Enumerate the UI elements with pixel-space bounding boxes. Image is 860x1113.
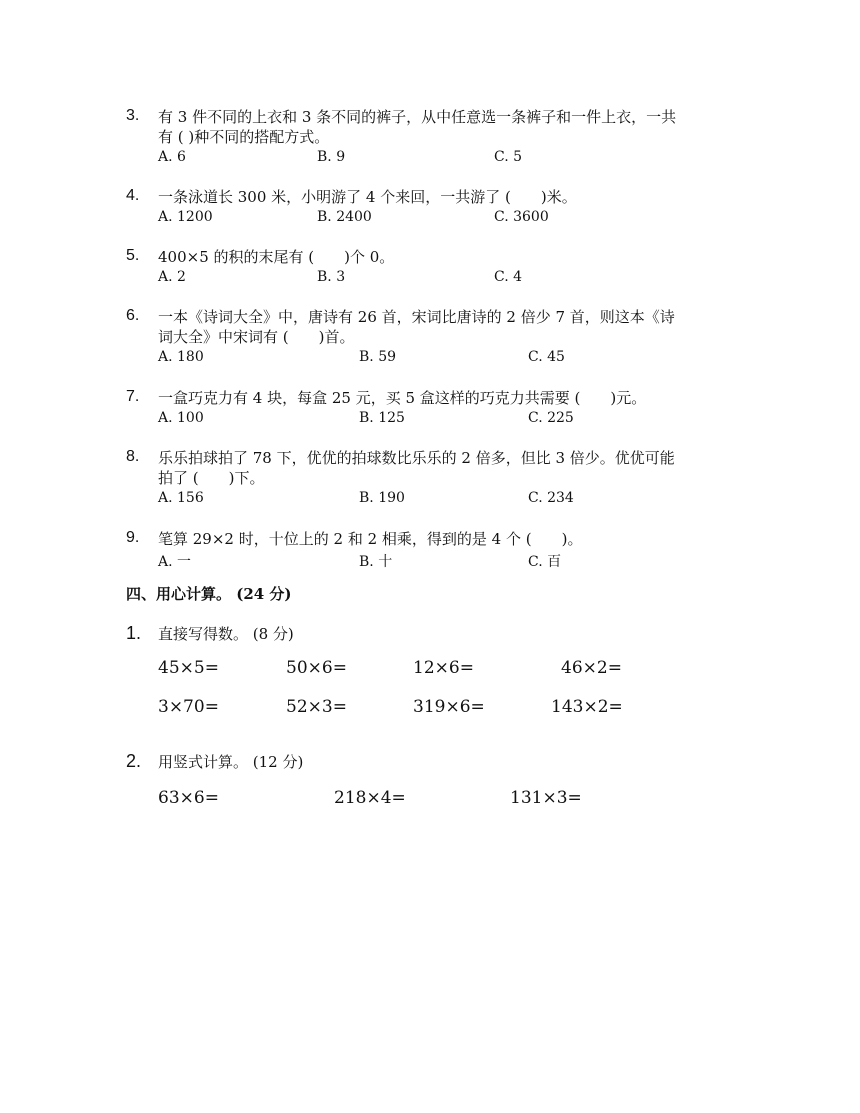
option-b: B. 59: [359, 349, 397, 365]
option-a: A. 100: [158, 410, 204, 426]
section-heading: 四、用心计算。 (24 分): [126, 585, 292, 603]
question-4: [126, 187, 746, 227]
calc-row-1: [158, 658, 758, 682]
option-b: B. 2400: [317, 209, 372, 225]
calc-item: 319×6=: [413, 697, 485, 717]
calc-item: 45×5=: [158, 658, 219, 678]
option-a: A. 180: [158, 349, 204, 365]
options-row: [158, 488, 746, 508]
options-row: [158, 549, 746, 569]
question-number: 8.: [126, 448, 140, 465]
question-text-line: 一本《诗词大全》中，唐诗有 26 首，宋词比唐诗的 2 倍少 7 首，则这本《诗: [158, 308, 675, 326]
option-c: C. 45: [528, 349, 565, 365]
option-a: A. 156: [158, 490, 204, 506]
question-9: [126, 529, 746, 569]
question-text-line: 有 3 件不同的上衣和 3 条不同的裤子，从中任意选一条裤子和一件上衣，一共: [158, 108, 677, 126]
question-6: [126, 307, 746, 367]
option-c: C. 4: [494, 269, 523, 285]
options-row: [158, 147, 746, 167]
part-number: 1.: [126, 623, 142, 643]
part-label: 用竖式计算。 (12 分): [158, 753, 304, 771]
option-c: C. 234: [528, 490, 574, 506]
vertical-calc-item: 63×6=: [158, 788, 219, 808]
option-a: A. 2: [158, 269, 186, 285]
options-row: [158, 207, 746, 227]
option-a: A. 6: [158, 149, 186, 165]
question-number: 9.: [126, 529, 140, 546]
part-number: 2.: [126, 751, 142, 771]
question-text-line: 词大全》中宋词有 ( )首。: [158, 328, 355, 346]
question-number: 6.: [126, 307, 140, 324]
option-b: B. 十: [359, 554, 393, 570]
option-c: C. 225: [528, 410, 574, 426]
question-3: [126, 107, 746, 167]
vertical-calc-item: 131×3=: [510, 788, 582, 808]
question-number: 3.: [126, 107, 140, 124]
option-a: A. 1200: [158, 209, 213, 225]
calc-item: 12×6=: [413, 658, 474, 678]
vertical-calc-item: 218×4=: [334, 788, 406, 808]
options-row: [158, 347, 746, 367]
calc-item: 50×6=: [286, 658, 347, 678]
options-row: [158, 267, 746, 287]
option-b: B. 190: [359, 490, 405, 506]
question-5: [126, 247, 746, 287]
question-text-line: 笔算 29×2 时，十位上的 2 和 2 相乘，得到的是 4 个 ( )。: [158, 530, 583, 548]
calc-item: 3×70=: [158, 697, 219, 717]
question-text-line: 乐乐拍球拍了 78 下，优优的拍球数比乐乐的 2 倍多，但比 3 倍少。优优可能: [158, 449, 675, 467]
calc-part-1-heading: [126, 624, 746, 644]
calc-part-2-heading: [126, 752, 746, 772]
question-text-line: 拍了 ( )下。: [158, 469, 265, 487]
question-number: 4.: [126, 187, 140, 204]
option-c: C. 百: [528, 554, 562, 570]
question-7: [126, 388, 746, 428]
options-row: [158, 408, 746, 428]
calc-item: 143×2=: [551, 697, 623, 717]
part-label: 直接写得数。 (8 分): [158, 625, 294, 643]
option-c: C. 5: [494, 149, 523, 165]
option-b: B. 3: [317, 269, 346, 285]
question-number: 7.: [126, 388, 140, 405]
calc-item: 52×3=: [286, 697, 347, 717]
question-number: 5.: [126, 247, 140, 264]
option-c: C. 3600: [494, 209, 549, 225]
question-text-line: 一盒巧克力有 4 块，每盒 25 元，买 5 盒这样的巧克力共需要 ( )元。: [158, 389, 647, 407]
question-text-line: 有 ( )种不同的搭配方式。: [158, 128, 330, 146]
calc-item: 46×2=: [561, 658, 622, 678]
option-b: B. 9: [317, 149, 346, 165]
question-text-line: 400×5 的积的末尾有 ( )个 0。: [158, 248, 395, 266]
option-a: A. 一: [158, 554, 192, 570]
vertical-calc-row: [158, 788, 758, 812]
option-b: B. 125: [359, 410, 405, 426]
question-8: [126, 448, 746, 508]
question-text-line: 一条泳道长 300 米，小明游了 4 个来回，一共游了 ( )米。: [158, 188, 577, 206]
calc-row-2: [158, 697, 758, 721]
